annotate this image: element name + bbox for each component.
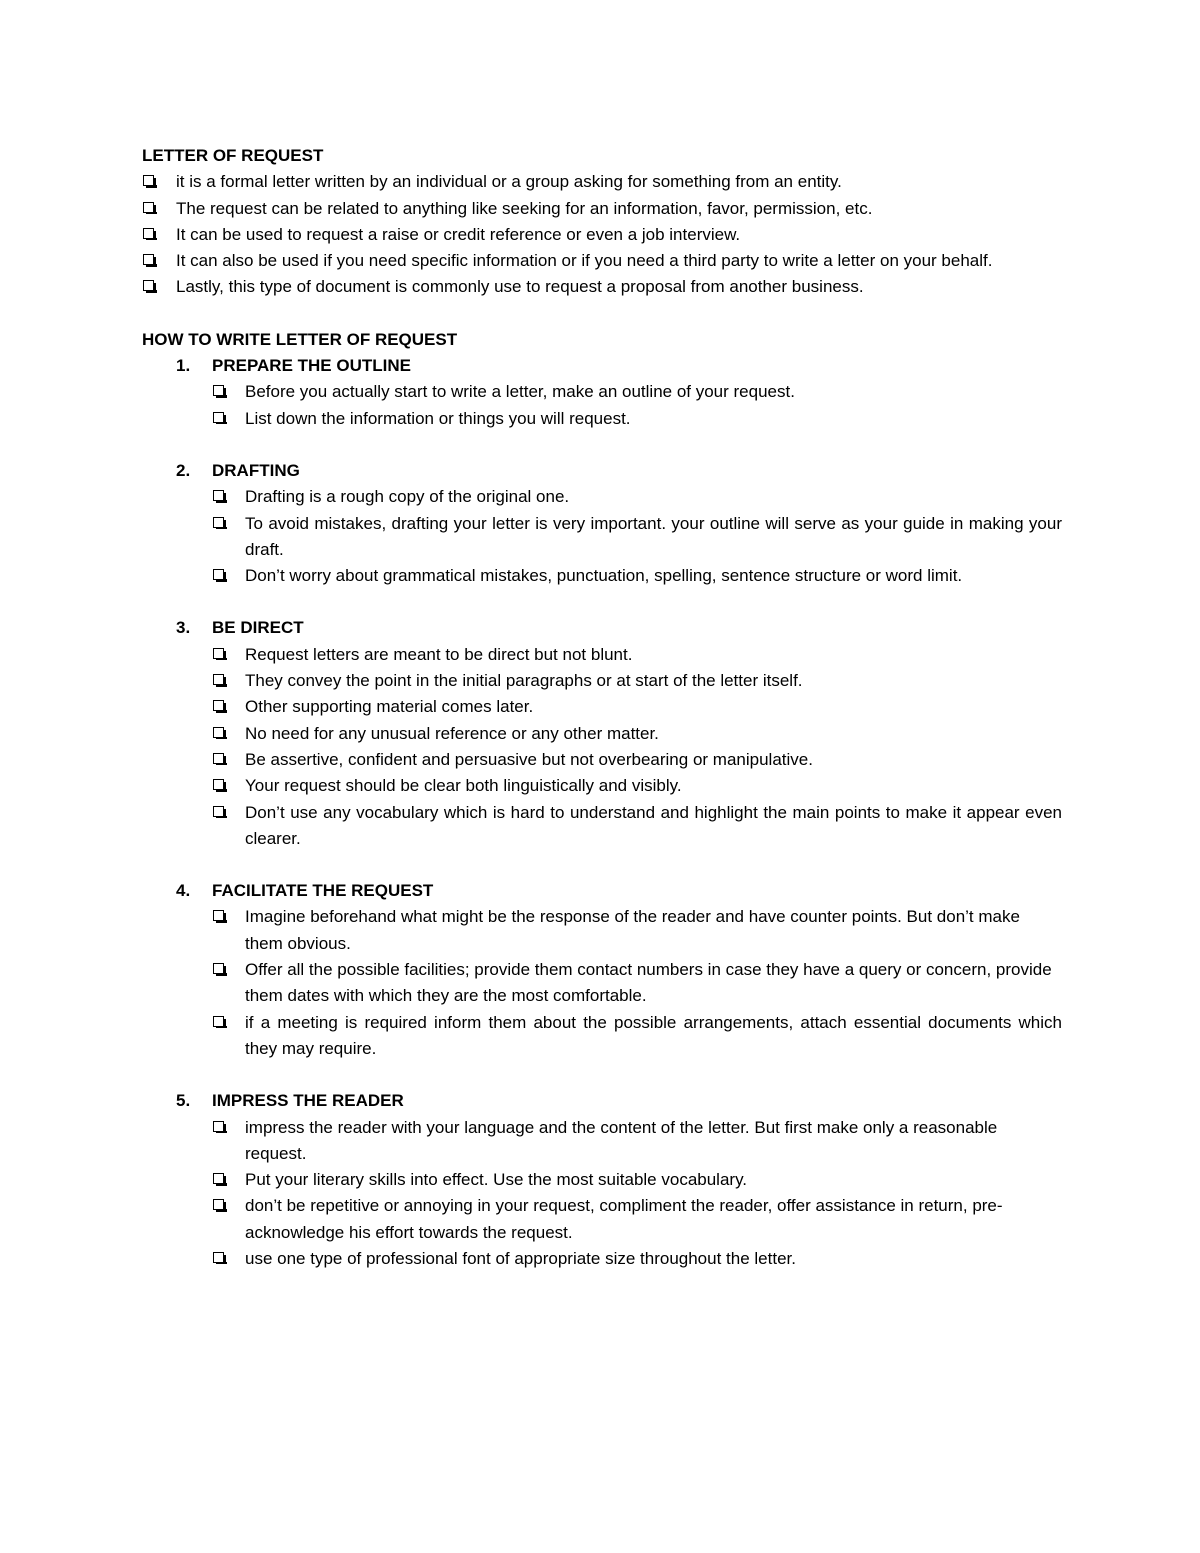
list-item: Be assertive, confident and persuasive but not overbearing or manipulative. (212, 747, 1062, 773)
checkbox-bullet-icon (213, 1173, 224, 1184)
section-list (212, 642, 1062, 852)
checkbox-bullet-icon (213, 700, 224, 711)
section-heading (142, 1088, 1062, 1114)
list-item: They convey the point in the initial paragraphs or at start of the letter itself. (212, 668, 1062, 694)
list-item: Request letters are meant to be direct but not blunt. (212, 642, 1062, 668)
checkbox-bullet-icon (213, 490, 224, 501)
list-item: Don’t use any vocabulary which is hard to understand and highlight the main points to make it appear even clearer. (212, 800, 1062, 853)
list-item: Put your literary skills into effect. Use the most suitable vocabulary. (212, 1167, 1062, 1193)
section-heading (142, 615, 1062, 641)
document-title: LETTER OF REQUEST (142, 146, 324, 165)
section-heading (142, 353, 1062, 379)
list-item: To avoid mistakes, drafting your letter is very important. your outline will serve as your guide in making your draft. (212, 511, 1062, 564)
list-item: it is a formal letter written by an individual or a group asking for something from an entity. (142, 169, 1062, 195)
list-item: Other supporting material comes later. (212, 694, 1062, 720)
checkbox-bullet-icon (213, 1016, 224, 1027)
checkbox-bullet-icon (213, 753, 224, 764)
checkbox-bullet-icon (213, 806, 224, 817)
checkbox-bullet-icon (213, 779, 224, 790)
list-item: The request can be related to anything like seeking for an information, favor, permission, etc. (142, 196, 1062, 222)
list-item: use one type of professional font of appropriate size throughout the letter. (212, 1246, 1062, 1272)
section-title: IMPRESS THE READER (212, 1091, 404, 1111)
section-number: 1. (176, 356, 191, 376)
section-number: 5. (176, 1091, 191, 1111)
section-list (212, 1115, 1062, 1273)
list-item: impress the reader with your language and the content of the letter. But first make only a reasonable request. (212, 1115, 1062, 1168)
list-item: Imagine beforehand what might be the response of the reader and have counter points. But don’t make them obvious. (212, 904, 1062, 957)
list-item: Offer all the possible facilities; provide them contact numbers in case they have a query or concern, provide them dates with which they are the most comfortable. (212, 957, 1062, 1010)
section-title: PREPARE THE OUTLINE (212, 356, 411, 376)
checkbox-bullet-icon (213, 910, 224, 921)
checkbox-bullet-icon (143, 280, 154, 291)
checkbox-bullet-icon (143, 175, 154, 186)
list-item: It can also be used if you need specific information or if you need a third party to write a letter on your behalf. (142, 248, 1062, 274)
checkbox-bullet-icon (213, 569, 224, 580)
checkbox-bullet-icon (143, 228, 154, 239)
section-number: 3. (176, 618, 191, 638)
list-item: don’t be repetitive or annoying in your request, compliment the reader, offer assistance in return, pre-acknowledge his effort towards the request. (212, 1193, 1062, 1246)
checkbox-bullet-icon (213, 412, 224, 423)
checkbox-bullet-icon (213, 1121, 224, 1132)
checkbox-bullet-icon (213, 963, 224, 974)
list-item: Lastly, this type of document is commonly use to request a proposal from another business. (142, 274, 1062, 300)
section-list (212, 484, 1062, 589)
checkbox-bullet-icon (213, 674, 224, 685)
list-item: Don’t worry about grammatical mistakes, punctuation, spelling, sentence structure or word limit. (212, 563, 1062, 589)
section-list (212, 379, 1062, 432)
list-item: No need for any unusual reference or any other matter. (212, 721, 1062, 747)
checkbox-bullet-icon (213, 1199, 224, 1210)
checkbox-bullet-icon (213, 727, 224, 738)
list-item: Drafting is a rough copy of the original one. (212, 484, 1062, 510)
section-number: 2. (176, 460, 191, 480)
checkbox-bullet-icon (143, 254, 154, 265)
checkbox-bullet-icon (143, 202, 154, 213)
section-list (212, 904, 1062, 1062)
how-to-title: HOW TO WRITE LETTER OF REQUEST (142, 329, 458, 349)
section-title: FACILITATE THE REQUEST (212, 881, 434, 901)
list-item: Your request should be clear both linguistically and visibly. (212, 773, 1062, 799)
list-item: if a meeting is required inform them about the possible arrangements, attach essential documents which they may require. (212, 1010, 1062, 1063)
section-number: 4. (176, 881, 191, 901)
section-heading (142, 458, 1062, 484)
intro-list (142, 169, 1062, 300)
checkbox-bullet-icon (213, 385, 224, 396)
checkbox-bullet-icon (213, 517, 224, 528)
document-page (142, 143, 1062, 1272)
list-item: List down the information or things you will request. (212, 406, 1062, 432)
section-heading (142, 878, 1062, 904)
checkbox-bullet-icon (213, 1252, 224, 1263)
checkbox-bullet-icon (213, 648, 224, 659)
list-item: Before you actually start to write a letter, make an outline of your request. (212, 379, 1062, 405)
section-title: DRAFTING (212, 460, 300, 480)
list-item: It can be used to request a raise or credit reference or even a job interview. (142, 222, 1062, 248)
section-title: BE DIRECT (212, 618, 304, 638)
